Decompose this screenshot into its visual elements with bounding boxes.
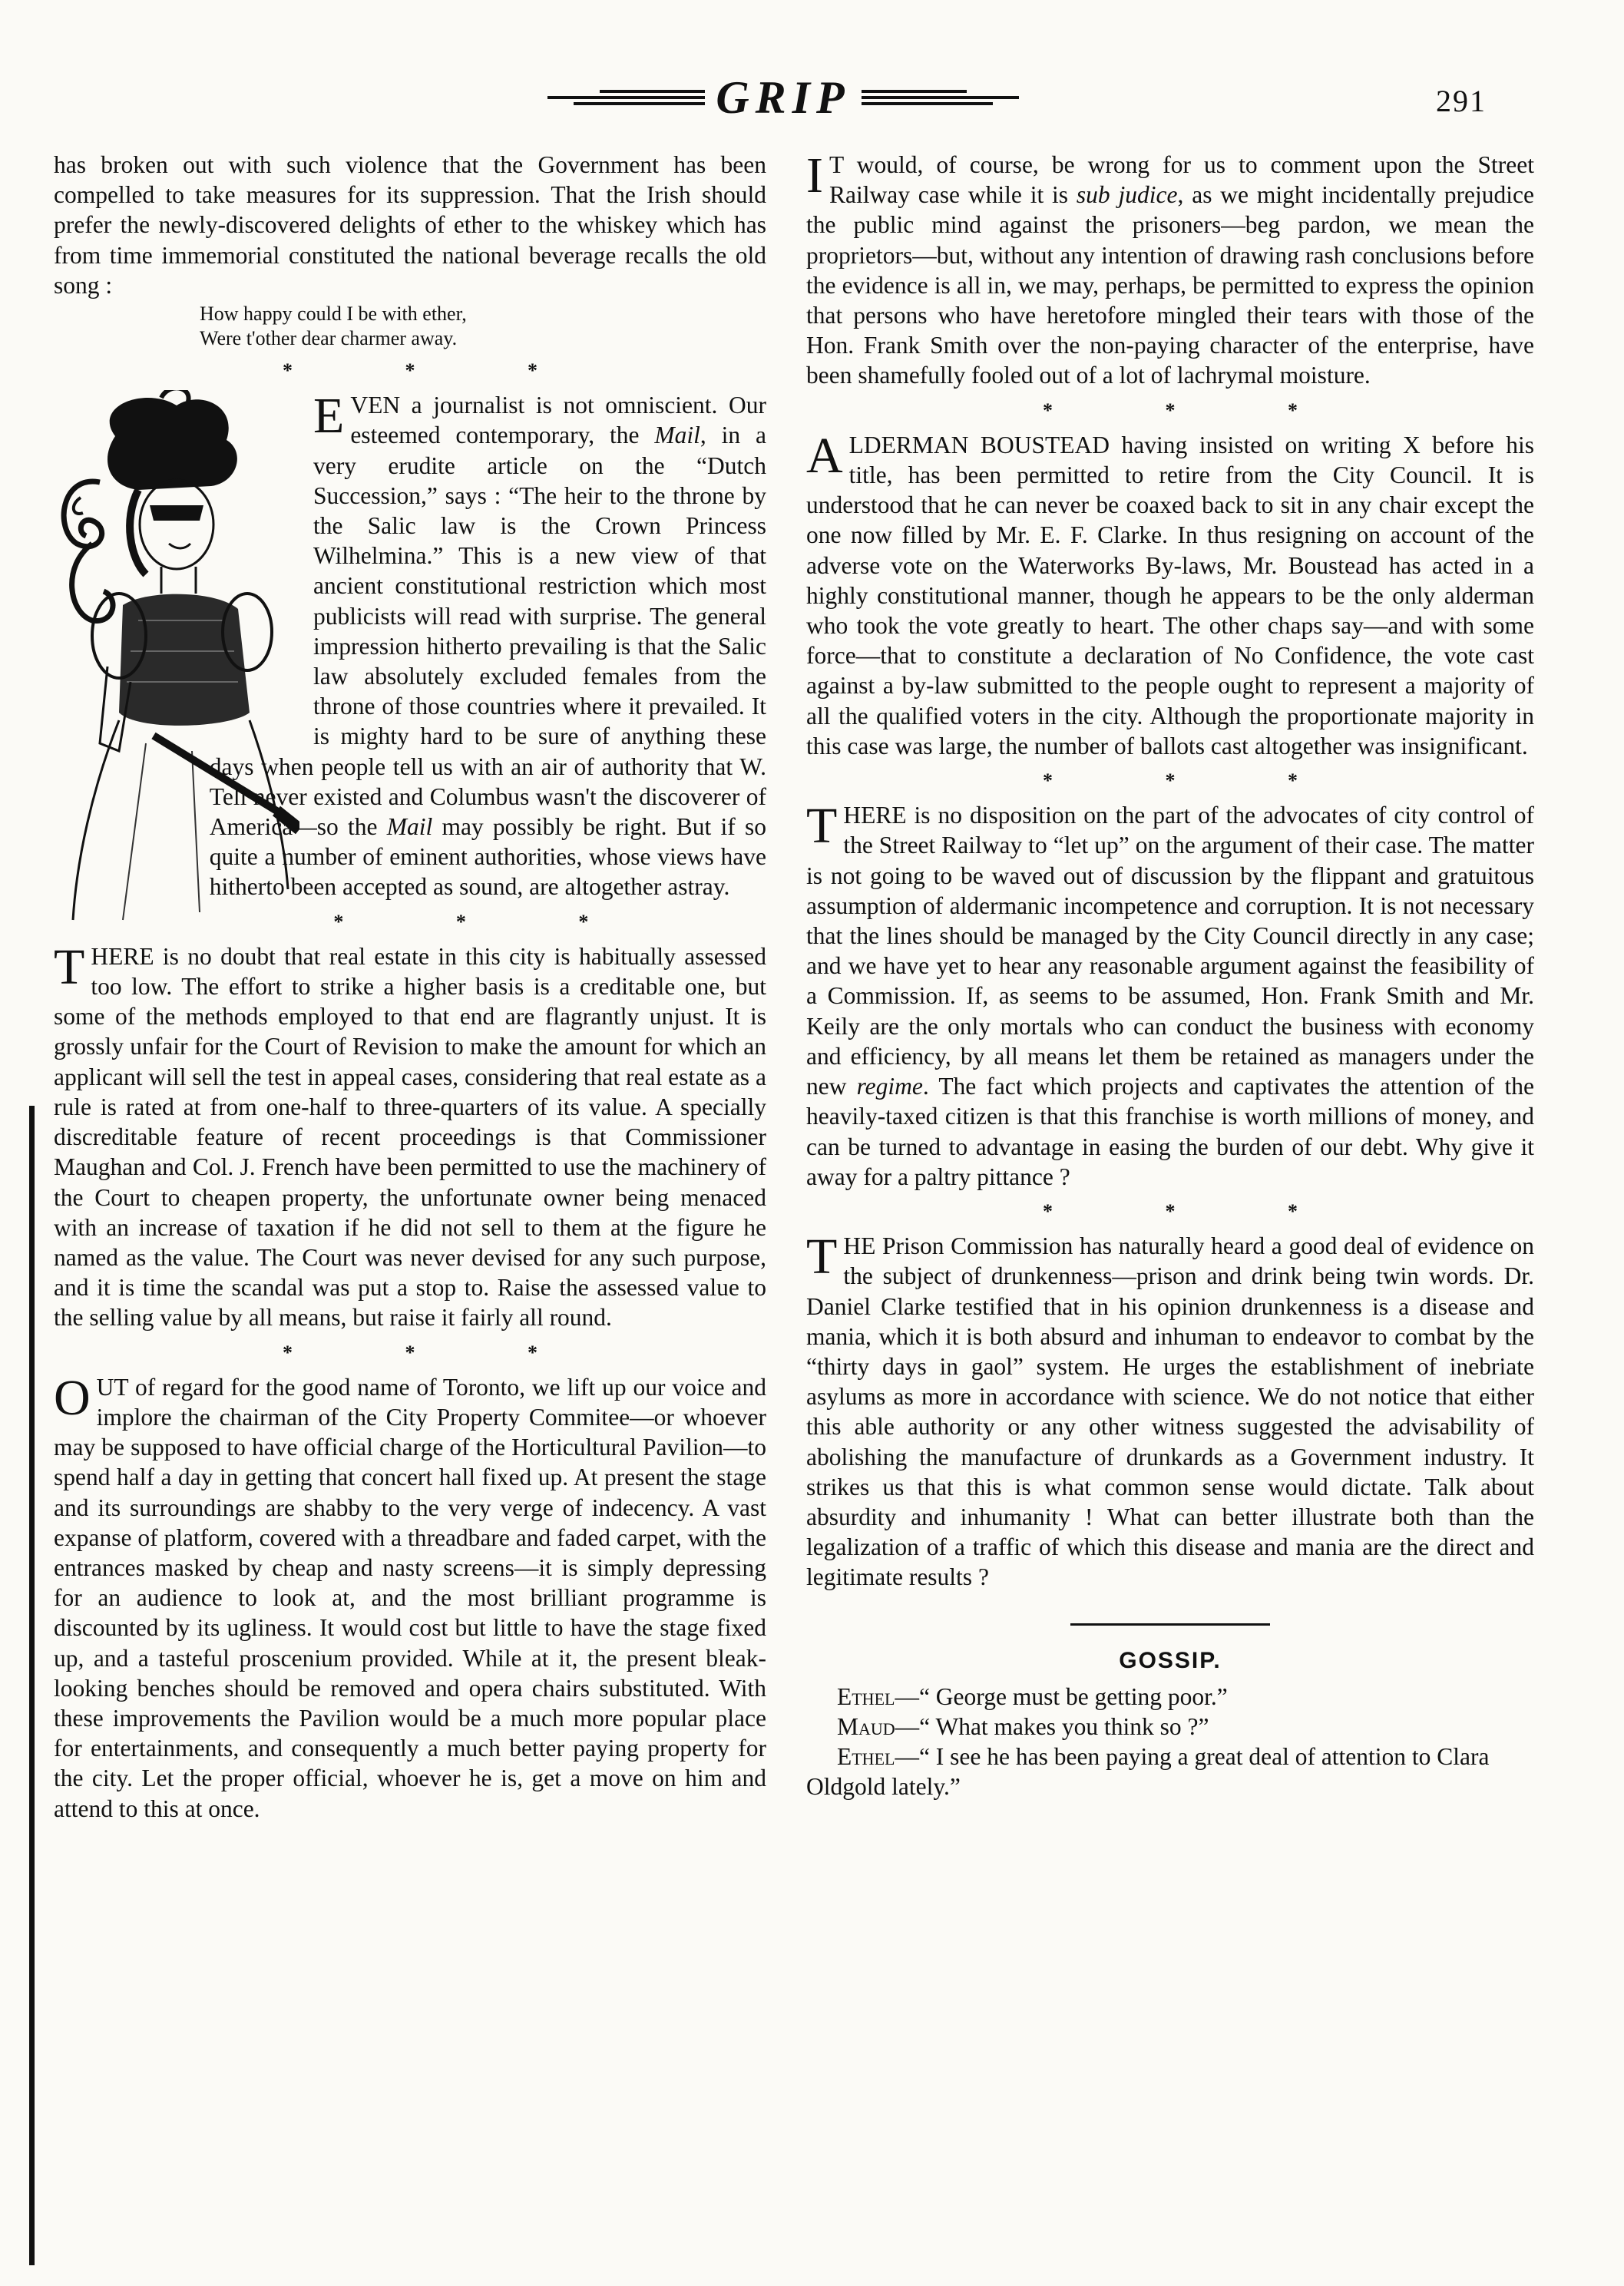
section-divider: * * * [1043,769,1351,792]
italic-sub-judice: sub judice [1076,181,1178,209]
verse-line-1: How happy could I be with ether, [200,303,467,326]
masthead-rule-left [530,84,705,111]
gossip-dialog [806,1682,1534,1802]
dropcap-i: I [806,147,823,203]
italic-mail: Mail [654,422,700,449]
dialog-line: Maud—“ What makes you think so ?” [837,1712,1209,1740]
page-number: 291 [1436,84,1487,118]
gossip-divider [1070,1623,1270,1626]
paragraph-ether: has broken out with such violence that the Government has been compelled to take measures for its suppression. That the Irish should prefer the newly-discovered delights of ether to the whiskey which has from time immemorial constituted the national beverage recalls the old song : [54,151,766,299]
italic-mail-2: Mail [386,813,433,841]
dropcap-a: A [806,427,843,484]
dialog-line: Ethel—“ George must be getting poor.” [837,1682,1228,1710]
gossip-heading: GOSSIP. [1119,1647,1222,1673]
paragraph-salic-law: EVEN a journalist is not omniscient. Our esteemed contemporary, the Mail, in a very erudite article on the “Dutch Succession,” says : “The heir to the throne by the Salic law is the Crown Princess Wilhelmina.” This is a new view of that ancient constitutional restriction which most publicists will read with surprise. The general impression hitherto prevailing is that the Salic law absolutely excluded females from the throne of those countries where it prevailed. It is mighty hard to be sure of anything these days when people tell us with an air of authority that W. Tell never existed and Columbus wasn't the discoverer of America—so the Mail may possibly be right. But if so quite a number of eminent authorities, whose views have hitherto been accepted as sound, are altogether astray. [209,388,766,901]
salic-law-section [54,390,766,901]
speaker-ethel: Ethel [837,1682,895,1710]
left-column [54,150,766,1824]
section-divider: * * * [283,1341,591,1364]
masthead-title: GRIP [716,71,851,123]
right-column [806,147,1534,1802]
section-divider: * * * [1043,1199,1351,1222]
dropcap-e: E [313,388,345,445]
paragraph-city-control: THERE is no disposition on the part of the advocates of city control of the Street Railway to “let up” on the argument of their case. The matter is not going to be waved out of discussion by the flippant and gratuitous assumption of aldermanic incompetence and corruption. It is not necessary that the lines should be managed by the City Council directly in any case; and we have yet to hear any reasonable argument against the feasibility of a Commission. If, as seems to be assumed, Hon. Frank Smith and Mr. Keily are the only mortals who can conduct the business with economy and efficiency, by all means let them be retained as managers under the new regime. The fact which projects and captivates the attention of the heavily-taxed citizen is that this franchise is worth millions of money, and can be turned to advantage in easing the burden of our debt. Why give it away for a paltry pittance ? [806,798,1534,1190]
paragraph-prison-commission: THE Prison Commission has naturally heard a good deal of evidence on the subject of drunkenness—prison and drink being twin words. Dr. Daniel Clarke testified that in his opinion drunkenness is a disease and mania, which it is both absurd and inhuman to endeavor to combat by the “thirty days in gaol” system. He urges the establishment of inebriate asylums as more in accordance with science. We do not notice that either this able authority or any other witness suggested the advisability of abolishing the manufacture of drunkards as a Government industry. It strikes us that this is what common sense would dictate. Talk about absurdity and inhumanity ! What can better illustrate both than the legalization of a traffic of which this disease and mania are the direct and legitimate results ? [806,1229,1534,1591]
masthead [530,63,1037,132]
paragraph-pavilion: OUT of regard for the good name of Toronto, we lift up our voice and implore the chairman of the City Property Commitee—or whoever may be supposed to have official charge of the Horticultural Pavilion—to spend half a day in getting that concert hall fixed up. At present the stage and its surroundings are shabby to the very verge of indecency. A vast expanse of platform, covered with a threadbare and faded carpet, with the entrances masked by cheap and nasty screens—it is simply depressing for an audience to look at, and the most brilliant programme is discounted by its ugliness. It would cost but little to have the stage fixed up, and a tasteful proscenium provided. While at it, the present bleak-looking benches should be removed and opera chairs substituted. With these improvements the Pavilion would be a much more popular place for entertainments, and consequently a much better paying property for the city. Let the proper official, whoever he is, get a move on him and attend to this at once. [54,1369,766,1822]
section-divider: * * * [1043,399,1351,422]
page-binding-edge [29,1106,35,2265]
speaker-maud: Maud [837,1712,895,1740]
dropcap-t: T [54,938,85,995]
masthead-rule-right [862,84,1037,111]
section-divider: * * * [283,359,591,382]
italic-regime: regime [856,1073,923,1100]
dropcap-t: T [806,1229,838,1285]
paragraph-boustead: ALDERMAN BOUSTEAD having insisted on writing X before his title, has been permitted to retire from the City Council. It is understood that he can never be coaxed back to sit in any chair except the one now filled by Mr. E. F. Clarke. In thus resigning on account of the adverse vote on the Waterworks By-laws, Mr. Boustead has acted in a highly constitutional manner, though he appears to be the only alderman who took the vote greatly to heart. The other chaps say—and with some force—that to constitute a declaration of No Confidence, the vote cast against a by-law submitted to the people ought to represent a majority of all the qualified voters in the city. Although the proportionate majority in this case was large, the number of ballots cast altogether was insignificant. [806,427,1534,759]
verse-quote [200,302,766,351]
verse-line-2: Were t'other dear charmer away. [200,327,458,350]
paragraph-real-estate: THERE is no doubt that real estate in this city is habitually assessed too low. The effort to strike a higher basis is a creditable one, but some of the methods employed to that end are flagrantly unjust. It is grossly unfair for the Court of Revision to make the amount for which an applicant will sell the test in appeal cases, considering that real estate as a rule is rated at from one-half to three-quarters of its value. A specially discreditable feature of recent proceedings is that Commissioner Maughan and Col. J. French have been permitted to use the machinery of the Court to cheapen property, the unfortunate owner being menaced with an increase of taxation if he did not sell to them at the figure he named as the value. The Court was never devised for any such purpose, and it is time the scandal was put a stop to. Raise the assessed value to the selling value by all means, but raise it fairly all round. [54,938,766,1332]
speaker-ethel: Ethel [837,1743,895,1771]
section-divider: * * * [333,910,643,933]
dropcap-o: O [54,1369,91,1426]
dropcap-t: T [806,798,838,855]
paragraph-street-railway: I T would, of course, be wrong for us to comment upon the Street Railway case while it is sub judice, as we might incidentally prejudice the public mind against the prisoners—beg pardon, we mean the proprietors—but, without any intention of drawing rash conclusions before the evidence is all in, we may, perhaps, be permitted to express the opinion that persons who have heretofore mingled their tears with those of the Hon. Frank Smith over the non-paying character of the enterprise, have been shamefully fooled out of a lot of lachrymal moisture. [806,147,1534,389]
dialog-line: Ethel—“ I see he has been paying a great deal of attention to Clara Oldgold lately.” [806,1743,1490,1801]
